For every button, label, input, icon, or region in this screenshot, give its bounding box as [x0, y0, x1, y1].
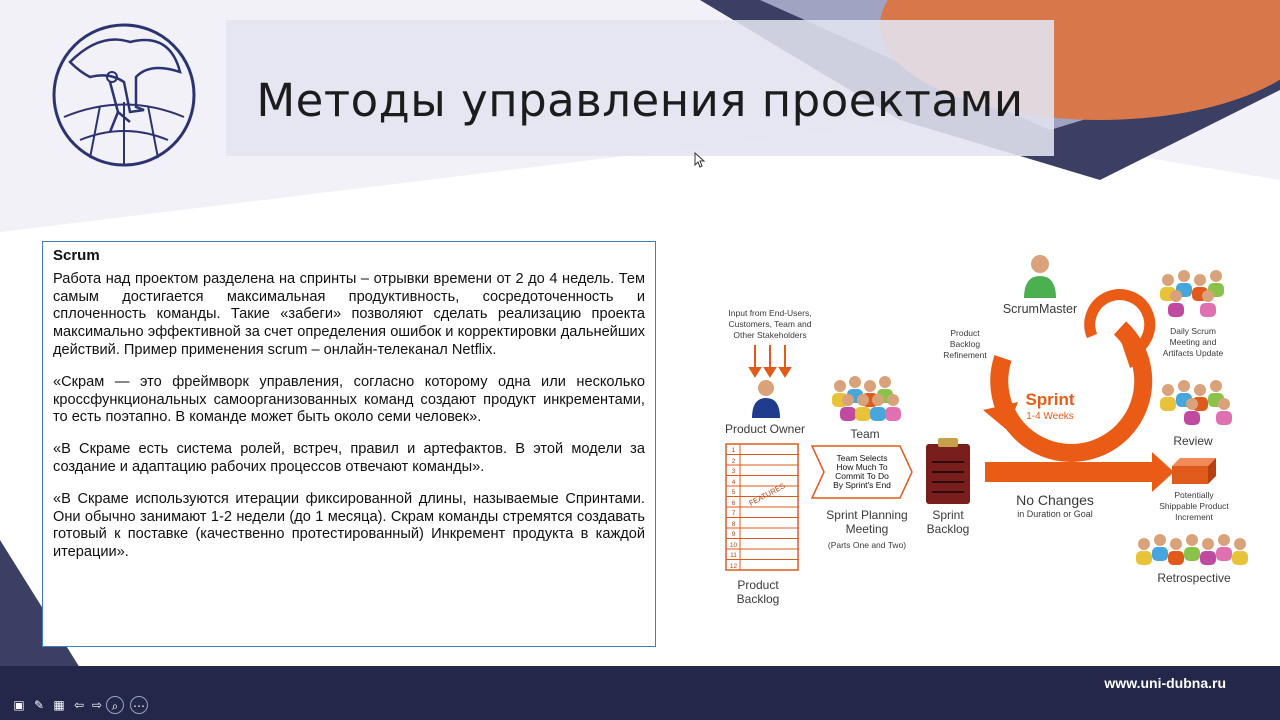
- backlog-number: 8: [731, 520, 736, 528]
- backlog-numbers: [728, 446, 739, 572]
- sprint-label: Sprint: [1025, 390, 1075, 409]
- backlog-number: 10: [729, 541, 738, 549]
- backlog-number: 6: [731, 499, 736, 507]
- backlog-number: 3: [731, 468, 736, 475]
- product-backlog-label: [720, 578, 796, 606]
- daily-scrum-label: [1152, 326, 1234, 359]
- team-selects-label: [818, 454, 906, 490]
- retrospective-label: Retrospective: [1157, 571, 1231, 585]
- backlog-number: 5: [731, 489, 736, 496]
- daily-scrum-team-icon: [1160, 270, 1224, 317]
- sprint-planning-label-line: Sprint Planning: [826, 508, 908, 522]
- sprint-backlog-label: [918, 508, 978, 536]
- backlog-number: 9: [731, 531, 736, 538]
- increment-label: [1146, 490, 1242, 523]
- backlog-number: 4: [731, 478, 736, 486]
- scrum-process-diagram: [700, 240, 1260, 620]
- sprint-planning-label-line: Meeting: [845, 522, 889, 536]
- slide-view-icon[interactable]: ▣: [13, 698, 25, 712]
- input-label-line: Input from End-Users,: [728, 308, 812, 318]
- team-selects-label-line: How Much To: [836, 462, 888, 472]
- no-changes-sub-label: in Duration or Goal: [1017, 509, 1093, 519]
- backlog-number: 12: [729, 562, 738, 570]
- refinement-label-line: Refinement: [943, 350, 987, 360]
- product-owner-icon: [752, 380, 780, 418]
- slide-footer: [0, 666, 1280, 720]
- team-selects-label-line: By Sprint's End: [833, 480, 891, 490]
- next-slide-icon[interactable]: ⇨: [91, 698, 103, 712]
- presentation-toolbar: [0, 694, 160, 718]
- increment-box-icon: [1172, 458, 1216, 484]
- product-backlog-label-line: Backlog: [736, 592, 780, 606]
- paragraph: «Скрам — это фреймворк управления, согласно которому одна или несколько кроссфункциональных самоорганизованных команд создают продукт инкрементами, то есть поэтапно. В команде может быть около семи человек».: [53, 373, 645, 426]
- refinement-label: [932, 328, 998, 361]
- scrum-master-icon: [1024, 255, 1056, 298]
- sprint-backlog-label-line: Sprint: [932, 508, 964, 522]
- slide-title: Методы управления проектами: [256, 74, 1024, 127]
- daily-scrum-label-line: Artifacts Update: [1162, 348, 1224, 358]
- more-options-icon[interactable]: ⋯: [130, 696, 148, 714]
- daily-scrum-label-line: Daily Scrum: [1170, 326, 1216, 336]
- product-owner-label: Product Owner: [724, 422, 806, 436]
- backlog-number: 11: [730, 552, 737, 559]
- review-team-icon: [1160, 380, 1232, 425]
- section-heading: Scrum: [53, 247, 100, 264]
- title-banner: [226, 20, 1054, 156]
- footer-url: www.uni-dubna.ru: [1104, 675, 1226, 691]
- zoom-icon[interactable]: ⌕: [106, 696, 124, 714]
- university-logo: [50, 22, 198, 168]
- increment-label-line: Potentially: [1174, 490, 1214, 500]
- product-backlog-label-line: Product: [737, 578, 779, 592]
- backlog-number: 7: [731, 510, 736, 517]
- input-label: [710, 308, 830, 341]
- refinement-label-line: Backlog: [949, 339, 981, 349]
- paragraph: «В Скраме используются итерации фиксированной длины, называемые Спринтами. Они обычно занимают 1-2 недели (до 1 месяца). Скрам команды стремятся создавать готовый к поставке (качественно протестированный) Инкремент продукта в каждой итерации».: [53, 490, 645, 561]
- scrum-text-box: [42, 241, 656, 647]
- sprint-backlog-label-line: Backlog: [926, 522, 970, 536]
- paragraph: «В Скраме есть система ролей, встреч, правил и артефактов. В этой модели за создание и адаптацию рабочих процессов отвечают команды».: [53, 441, 645, 475]
- backlog-number: 2: [731, 457, 736, 465]
- paragraph: Работа над проектом разделена на спринты – отрывки времени от 2 до 4 недель. Тем самым достигается максимальная продуктивность, сосредоточенность и сплоченность команды. Такие «забеги» позволяют сделать реализацию проекта максимально эффективной за счет определения ошибок и корректировки дальнейших действий. Пример применения scrum – онлайн-телеканал Netflix.: [53, 270, 645, 358]
- sprint-planning-label-line: (Parts One and Two): [827, 540, 907, 550]
- input-label-line: Other Stakeholders: [733, 330, 807, 340]
- input-arrows: [750, 345, 790, 376]
- grid-view-icon[interactable]: ▦: [53, 698, 65, 712]
- increment-label-line: Shippable Product: [1159, 501, 1229, 511]
- no-changes-label: No Changes: [1016, 492, 1094, 508]
- team-selects-label-line: Commit To Do: [835, 471, 889, 481]
- team-icon: [832, 376, 901, 421]
- retrospective-team-icon: [1136, 534, 1248, 565]
- sprint-backlog-icon: [926, 438, 970, 504]
- sprint-duration-label: 1-4 Weeks: [1026, 411, 1074, 422]
- team-label: Team: [850, 427, 880, 441]
- increment-label-line: Increment: [1175, 512, 1213, 522]
- backlog-number: 1: [731, 447, 736, 454]
- previous-slide-icon[interactable]: ⇦: [73, 698, 85, 712]
- input-label-line: Customers, Team and: [728, 319, 812, 329]
- daily-scrum-label-line: Meeting and: [1169, 337, 1217, 347]
- mouse-cursor-icon: [694, 152, 706, 168]
- pen-tool-icon[interactable]: ✎: [33, 698, 45, 712]
- features-label: FEATURES: [747, 481, 787, 508]
- sprint-planning-label: [812, 508, 922, 552]
- scrum-master-label: ScrumMaster: [1002, 302, 1078, 316]
- review-label: Review: [1173, 434, 1213, 448]
- team-selects-label-line: Team Selects: [836, 453, 888, 463]
- refinement-label-line: Product: [950, 328, 980, 338]
